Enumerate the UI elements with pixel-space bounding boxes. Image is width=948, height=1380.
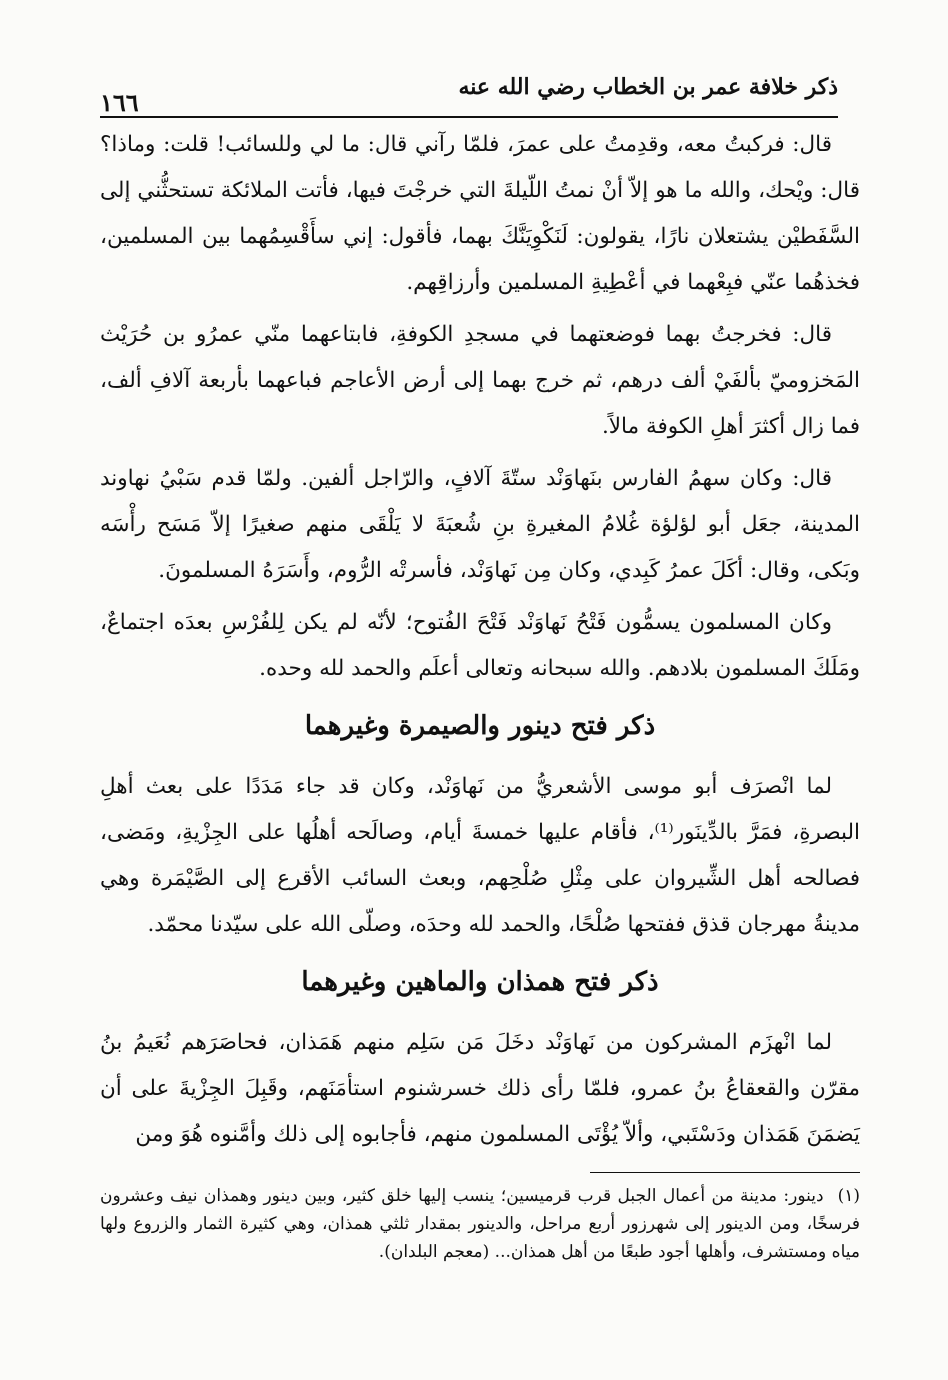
paragraph: قال: فركبتُ معه، وقدِمتُ على عمرَ، فلمّا رآني قال: ما لي وللسائب! قلت: وماذا؟ قال: ويْحك، والله ما هو إلاّ أنْ نمتُ اللّيلةَ التي خرجْتَ فيها، فأتت الملائكة تستحثُّني إلى السَّفَطيْن يشتعلان نارًا، يقولون: لَنَكْوِيَنَّكَ بهما، فأقول: إني سأَقْسِمُهما بين المسلمين، فخذهُما عنّي فبِعْهما في أعْطِيةِ المسلمين وأرزاقِهم. — [100, 132, 860, 295]
paragraph: لما انْهزَم المشركون من نَهاوَنْد دخَلَ مَن سَلِم منهم هَمَذان، فحاصَرَهم نُعَيمُ بنُ مقرّن والقعقاعُ بنُ عمرو، فلمّا رأى ذلك خسرشنوم استأمَنَهم، وقَبِلَ الجِزْيةَ على أن يَضمَنَ هَمَذان ودَسْتَبي، وألاّ يُؤْتَى المسلمون منهم، فأجابوه إلى ذلك وأمَّنوه هُوَ ومن — [100, 1030, 860, 1147]
footnote-rule — [590, 1172, 860, 1173]
footnote — [100, 1182, 860, 1266]
section-heading: ذكر فتح همذان والماهين وغيرهما — [301, 967, 659, 997]
header-rule — [100, 116, 838, 118]
main-text — [100, 122, 860, 1164]
paragraph: قال: فخرجتُ بهما فوضعتهما في مسجدِ الكوفةِ، فابتاعهما منّي عمرُو بن حُرَيْث المَخزوميّ بألفَيْ ألف درهم، ثم خرج بهما إلى أرض الأعاجم فباعهما بأربعة آلافِ ألف، فما زال أكثرَ أهلِ الكوفة مالاً. — [100, 322, 860, 439]
footnotes — [100, 1182, 860, 1266]
paragraph: وكان المسلمون يسمُّون فَتْحُ نَهاوَنْد فَتْحَ الفُتوح؛ لأنّه لم يكن لِلفُرْسِ بعدَه اجتماعٌ، ومَلَكَ المسلمون بلادهم. والله سبحانه وتعالى أعلَم والحمد لله وحده. — [100, 610, 860, 681]
section-heading: ذكر فتح دينور والصيمرة وغيرهما — [304, 711, 656, 741]
paragraph: لما انْصرَف أبو موسى الأشعريُّ من نَهاوَنْد، وكان قد جاء مَدَدًا على بعث أهلِ البصرةِ، فمَرَّ بالدِّينَور⁽¹⁾، فأقام عليها خمسةَ أيام، وصالَحه أهلُها على الجِزْيةِ، ومَضى، فصالحه أهل الشِّيروان على مِثْلِ صُلْحِهم، وبعث السائب الأقرع إلى الصَّيْمَرة وهي مدينةُ مهرجان قذق ففتحها صُلْحًا، والحمد لله وحدَه، وصلّى الله على سيّدنا محمّد. — [100, 774, 860, 937]
page-number: ١٦٦ — [100, 88, 139, 117]
running-header-title: ذكر خلافة عمر بن الخطاب رضي الله عنه — [458, 74, 838, 100]
footnote-text: دينور: مدينة من أعمال الجبل قرب قرميسين؛ ينسب إليها خلق كثير، وبين دينور وهمذان نيف وعشرون فرسخًا، ومن الدينور إلى شهرزور أربع مراحل، والدينور بمقدار ثلثي همذان، وهي كثيرة الثمار والزروع ولها مياه ومستشرف، وأهلها أجود طبعًا من أهل همذان... (معجم البلدان). — [100, 1186, 860, 1262]
paragraph: قال: وكان سهمُ الفارس بنَهاوَنْد ستّةَ آلافٍ، والرّاجل ألفين. ولمّا قدم سَبْيُ نهاوند المدينة، جعَل أبو لؤلؤة غُلامُ المغيرةِ بنِ شُعبَةَ لا يَلْقَى منهم صغيرًا إلاّ مَسَح رأْسَه وبَكى، وقال: أكَلَ عمرُ كَبِدي، وكان مِن نَهاوَنْد، فأسرتْه الرُّوم، وأَسَرَهُ المسلمونَ. — [100, 466, 860, 583]
running-header — [100, 70, 838, 117]
footnote-marker: (١) — [837, 1186, 860, 1206]
